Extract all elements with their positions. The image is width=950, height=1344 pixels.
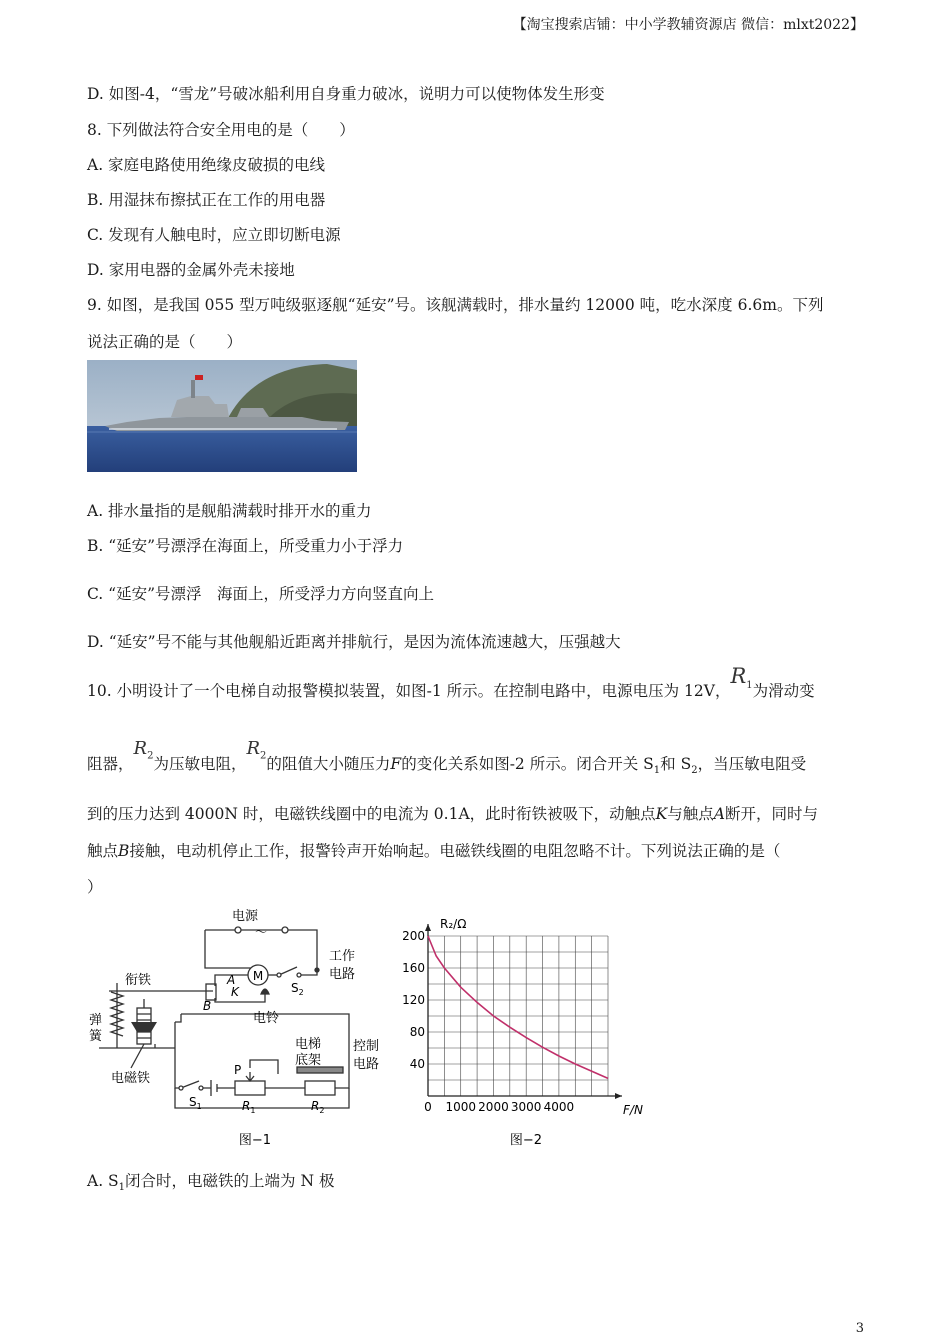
page-number: 3: [855, 1321, 864, 1336]
y-tick-label: 160: [402, 961, 425, 975]
q9-option-b: B. “延安”号漂浮在海面上，所受重力小于浮力: [87, 537, 404, 555]
x-tick-label: 4000: [543, 1100, 575, 1114]
q8-option-a: A. 家庭电路使用绝缘皮破损的电线: [87, 156, 326, 174]
q8-option-d: D. 家用电器的金属外壳未接地: [87, 261, 295, 279]
x-tick-label: 3000: [510, 1100, 542, 1114]
svg-text:R1: $R_1$: [242, 1099, 256, 1115]
q10-option-a: A. $S_1$闭合时，电磁铁的上端为 N 极: [87, 1172, 335, 1194]
svg-text:电磁铁: 电磁铁: [111, 1071, 151, 1086]
svg-text:S1: $S_1$: [189, 1095, 202, 1111]
svg-text:B: B: [203, 999, 212, 1013]
svg-text:工作: 工作: [329, 949, 356, 964]
svg-text:P: P: [234, 1063, 242, 1077]
x-tick-label: 1000: [445, 1100, 477, 1114]
svg-text:A: A: [227, 973, 236, 987]
svg-text:弹: 弹: [89, 1013, 103, 1028]
q9-stem-line1: 9. 如图，是我国 055 型万吨级驱逐舰“延安”号。该舰满载时，排水量约 12000 吨，吃水深度 6.6m。下列: [87, 296, 824, 314]
y-axis-label: R₂/Ω: [440, 917, 467, 931]
q8-option-b: B. 用湿抹布擦拭正在工作的用电器: [87, 191, 326, 209]
q7-option-d: D. 如图-4，“雪龙”号破冰船利用自身重力破冰，说明力可以使物体发生形变: [87, 85, 605, 103]
chart-grid: [428, 936, 608, 1096]
y-tick-label: 40: [409, 1057, 425, 1071]
x-tick-label: 0: [424, 1100, 432, 1114]
y-tick-label: 200: [402, 929, 425, 943]
y-axis-arrow: [425, 924, 431, 931]
chart-caption: 图−2: [509, 1133, 543, 1148]
svg-text:控制: 控制: [353, 1039, 380, 1054]
q10-line1: 10. 小明设计了一个电梯自动报警模拟装置，如图-1 所示。在控制电路中，电源电压为 12V，$R_1$为滑动变: [87, 664, 815, 700]
svg-text:S2: $S_2$: [291, 981, 304, 997]
q8-stem: 8. 下列做法符合安全用电的是（ ）: [87, 121, 355, 139]
svg-text:电路: 电路: [353, 1057, 380, 1072]
svg-text:图−1: 图−1: [238, 1133, 272, 1148]
svg-text:电路: 电路: [329, 967, 356, 982]
resistance-pressure-chart: [398, 906, 658, 1151]
r2-curve: [428, 936, 608, 1078]
y-tick-label: 120: [402, 993, 425, 1007]
q10-line5: ）: [87, 878, 103, 896]
page-header: 【淘宝搜索店铺：中小学教辅资源店 微信：mlxt2022】: [512, 17, 864, 33]
r2-symbol: $R_2$: [133, 738, 154, 762]
x-axis-arrow: [615, 1093, 622, 1099]
q10-line4: 触点B接触，电动机停止工作，报警铃声开始响起。电磁铁线圈的电阻忽略不计。下列说法正确的是（: [87, 842, 781, 860]
svg-text:～: ～: [254, 925, 268, 939]
svg-text:底架: 底架: [295, 1053, 322, 1068]
q10-line3: 到的压力达到 4000N 时，电磁铁线圈中的电流为 0.1A，此时衔铁被吸下，动触点K与触点A断开，同时与: [87, 805, 818, 823]
q9-option-d: D. “延安”号不能与其他舰船近距离并排航行，是因为流体流速越大，压强越大: [87, 633, 621, 651]
r2-symbol: $R_2$: [246, 738, 267, 762]
x-tick-label: 2000: [478, 1100, 509, 1114]
q8-option-c: C. 发现有人触电时，应立即切断电源: [87, 226, 341, 244]
chart-axes: [425, 924, 622, 1099]
svg-text:衔铁: 衔铁: [125, 973, 152, 988]
svg-text:电铃: 电铃: [253, 1011, 280, 1026]
r1-symbol: $R_1$: [730, 664, 753, 692]
circuit-diagram: [89, 898, 395, 1153]
svg-text:电源: 电源: [231, 909, 259, 924]
svg-text:R2: $R_2$: [311, 1099, 325, 1115]
svg-text:簧: 簧: [89, 1029, 103, 1044]
x-axis-label: F/N: [623, 1103, 643, 1117]
chart-series: [428, 936, 608, 1078]
y-tick-label: 80: [409, 1025, 425, 1039]
q9-stem-line2: 说法正确的是（ ）: [87, 333, 243, 351]
svg-text:K: K: [231, 985, 239, 999]
q9-option-c: C. “延安”号漂浮 海面上，所受浮力方向竖直向上: [87, 585, 435, 603]
destroyer-photo: [87, 360, 357, 472]
svg-text:电梯: 电梯: [295, 1037, 322, 1052]
q9-option-a: A. 排水量指的是舰船满载时排开水的重力: [87, 502, 372, 520]
q10-line2: 阻器，$R_2$为压敏电阻，$R_2$的阻值大小随压力F的变化关系如图-2 所示。闭合开关 $S_1$和 $S_2$，当压敏电阻受: [87, 738, 807, 777]
svg-text:M: M: [252, 969, 264, 983]
